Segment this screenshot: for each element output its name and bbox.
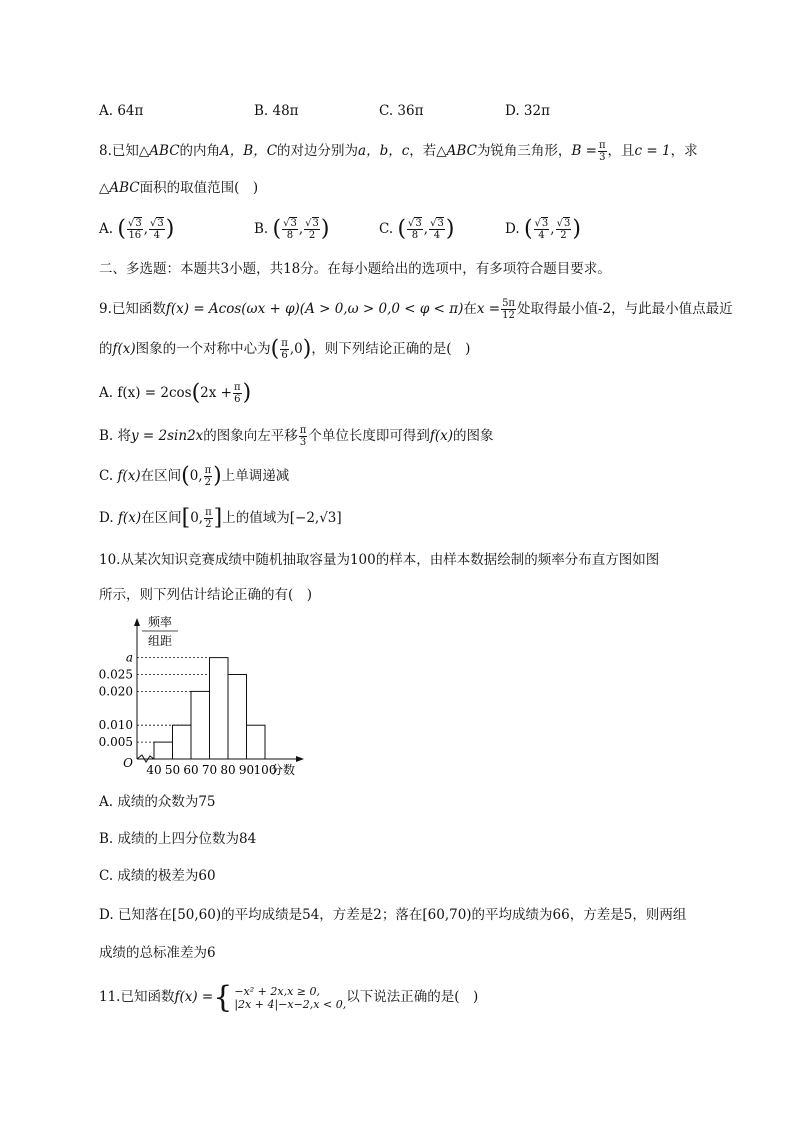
q8-stem-line2: △ABC面积的取值范围( ) xyxy=(99,180,259,196)
y-axis-label-numerator: 频率 xyxy=(147,615,173,629)
histogram-bar-70-80 xyxy=(210,658,229,759)
frequency-histogram xyxy=(90,612,330,784)
q9-option-b: B. 将y = 2sin2x的图象向左平移 $\frac{\pi}{3}$ 个单位长度即可得到f(x)的图象 xyxy=(99,425,494,448)
q10-option-d-line1: D. 已知落在[50,60)的平均成绩是54，方差是2；落在[60,70)的平均成绩为66，方差是5，则两组 xyxy=(99,907,687,923)
x-tick-label: 50 xyxy=(164,763,181,777)
x-tick-label: 90 xyxy=(238,763,255,777)
q9-x-fraction: $\frac{5\pi}{12}$ xyxy=(502,298,515,321)
q11-piecewise: { −x² + 2x,x ≥ 0, |2x + 4|−x−2,x < 0, xyxy=(213,979,347,1015)
y-tick-label: 0.010 xyxy=(98,718,133,733)
q10-option-a: A. 成绩的众数为75 xyxy=(99,794,216,810)
y-axis-arrow xyxy=(134,618,140,626)
q9-stem-line1: 9.已知函数f(x) = Acos(ωx + φ)(A > 0,ω > 0,0 < φ < π)在x = $\frac{5\pi}{12}$ 处取得最小值-2，与此最小值点最近 xyxy=(99,298,733,321)
x-tick-label: 100 xyxy=(253,763,277,777)
q8-option-b: B. ( $\frac{√3}{8}$ , $\frac{√3}{2}$ ) xyxy=(254,216,330,242)
q9-option-a: A. f(x) = 2cos(2x + $\frac{\pi}{6}$ ) xyxy=(99,380,252,406)
q11-stem: 11.已知函数f(x) = { −x² + 2x,x ≥ 0, |2x + 4|−x−2,x < 0, 以下说法正确的是( ) xyxy=(99,979,479,1015)
x-tick-label: 80 xyxy=(220,763,236,777)
q8-option-c: C. ( $\frac{√3}{8}$ , $\frac{√3}{4}$ ) xyxy=(379,216,455,242)
histogram-bar-80-90 xyxy=(228,675,247,760)
q10-stem-line2: 所示，则下列估计结论正确的有( ) xyxy=(99,587,313,603)
x-tick-label: 40 xyxy=(146,763,162,777)
q7-option-b: B. 48π xyxy=(254,103,299,119)
x-axis-label: 分数 xyxy=(270,763,296,777)
q8-stem-line1: 8.已知△ABC的内角A，B，C的对边分别为a，b，c，若△ABC为锐角三角形，B = $\frac{\pi}{3}$ ，且c = 1，求 xyxy=(99,140,698,163)
q9-option-d: D. f(x)在区间[0, $\frac{\pi}{2}$ ]上的值域为[−2,√3] xyxy=(99,505,342,531)
q10-stem-line1: 10.从某次知识竞赛成绩中随机抽取容量为100的样本，由样本数据绘制的频率分布直方图如图 xyxy=(99,552,660,568)
x-tick-label: 60 xyxy=(183,763,199,777)
histogram-bar-60-70 xyxy=(191,691,210,759)
histogram-bar-40-50 xyxy=(154,742,173,759)
q7-option-d: D. 32π xyxy=(505,103,550,119)
q10-option-d-line2: 成绩的总标准差为6 xyxy=(99,945,216,961)
q10-option-c: C. 成绩的极差为60 xyxy=(99,868,216,884)
q8-option-d: D. ( $\frac{√3}{4}$ , $\frac{√3}{2}$ ) xyxy=(505,216,581,242)
q8-b-fraction: $\frac{\pi}{3}$ xyxy=(598,140,606,163)
q8-option-a: A. ( $\frac{√3}{16}$ , $\frac{√3}{4}$ ) xyxy=(99,216,175,242)
x-axis-arrow xyxy=(296,756,304,762)
y-tick-label: a xyxy=(125,650,133,665)
q8-triangle: △ABC xyxy=(138,143,180,159)
y-axis-label-denominator: 组距 xyxy=(147,634,173,648)
section-heading-multi-choice: 二、多选题：本题共3小题，共18分。在每小题给出的选项中，有多项符合题目要求。 xyxy=(99,261,611,277)
q9-option-c: C. f(x)在区间(0, $\frac{\pi}{2}$ )上单调递减 xyxy=(99,463,290,489)
histogram-bar-50-60 xyxy=(173,725,192,759)
y-tick-label: 0.025 xyxy=(98,667,133,682)
q7-option-c: C. 36π xyxy=(379,103,424,119)
q7-option-a: A. 64π xyxy=(99,103,144,119)
histogram-bar-90-100 xyxy=(247,725,266,759)
y-tick-label: 0.005 xyxy=(98,735,133,750)
origin-label: O xyxy=(123,756,133,770)
q10-option-b: B. 成绩的上四分位数为84 xyxy=(99,831,257,847)
x-tick-label: 70 xyxy=(201,763,218,777)
q9-stem-line2: 的f(x)图象的一个对称中心为( $\frac{\pi}{6}$ ,0)，则下列结论正确的是( ) xyxy=(99,336,471,362)
y-tick-label: 0.020 xyxy=(98,684,133,699)
